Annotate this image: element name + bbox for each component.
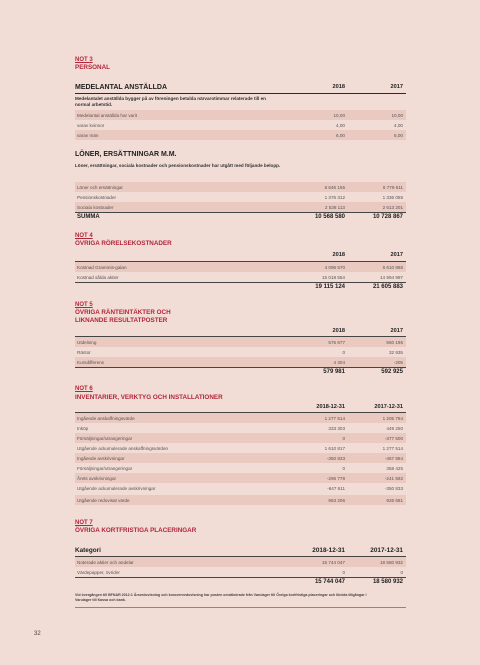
salaries-description: Löner, ersättningar, sociala kostnader och pensionskostnader har utgått med följande belopp. — [75, 163, 281, 168]
note-7-header: Kategori 2018-12-31 2017-12-31 — [75, 547, 403, 554]
note-5-title-line-2: LIKNANDE RESULTATPOSTER — [75, 317, 168, 324]
table-row: Sociala kostnader 2 538 113 2 613 201 — [75, 202, 406, 212]
staff-description: Medelantalet anställda bygger på av föreningen betalda närvarotimmar relaterade till en normal arbetstid. — [75, 96, 266, 107]
staff-section-header — [75, 84, 406, 94]
note-6-number: NOT 6 — [75, 386, 93, 392]
note-5-header: 2018 2017 — [332, 328, 403, 334]
note-4-title: ÖVRIGA RÖRELSEKOSTNADER — [75, 240, 172, 247]
table-row: varav kvinnor 4,00 4,00 — [77, 122, 403, 128]
table-row: Årets avskrivningar -296 778 -241 592 — [75, 473, 406, 483]
table-row: Noterade aktier och andelar 15 744 047 18 580 932 — [75, 557, 406, 567]
table-row: Värdepapper, övrider 0 0 — [77, 569, 403, 575]
table-row: Inköp 333 303 449 250 — [77, 425, 403, 431]
footnote: Vid övergången till BFNAR 2012:1 Årsredovisning och koncernredovisning har posten omräknirade från Varulager till Övriga kortfristiga placeringar och likvida tillgångar i Varulager till Kassa och bank. — [75, 593, 367, 602]
table-row: Pensionskostnader 1 376 312 1 336 055 — [77, 194, 403, 200]
table-row: Försäljningar/utrangeringar 0 -377 500 — [75, 433, 406, 443]
table-row: Utgående ackumulerade avskrivningar -647 611 -350 833 — [77, 485, 403, 491]
table-row: Utgående ackumulerade anskaffningsvärden 1 610 817 1 277 514 — [77, 445, 403, 451]
table-row: Utgående redovisat värde 963 206 926 681 — [75, 495, 406, 505]
table-row: Löner och ersättningar 6 646 155 6 779 611 — [75, 182, 406, 192]
salaries-sum-row: SUMMA 10 568 580 10 728 867 — [77, 213, 403, 220]
note-6-title: INVENTARIER, VERKTYG OCH INSTALLATIONER — [75, 394, 223, 401]
table-row: Ingående avskrivningar -350 833 -467 864 — [75, 453, 406, 463]
table-row: Räntor 0 32 935 — [77, 349, 403, 355]
table-row: Kursdifferens 4 304 -205 — [75, 357, 406, 367]
note-5-title-line-1: ÖVRIGA RÄNTEINTÄKTER OCH — [75, 309, 171, 316]
staff-year-1: 2018 — [332, 84, 345, 90]
note-7-total-row: 15 744 047 18 580 932 — [314, 578, 403, 585]
table-row: Kostnad Grammis-galan 4 096 570 6 610 886 — [75, 262, 406, 272]
staff-heading: MEDELANTAL ANSTÄLLDA — [75, 84, 168, 91]
note-5-total-row: 579 981 592 925 — [323, 368, 403, 375]
note-5-number: NOT 5 — [75, 302, 93, 308]
staff-year-2: 2017 — [390, 84, 403, 90]
divider — [75, 607, 406, 608]
note-3-title: PERSONAL — [75, 64, 110, 71]
table-row: Ingående anskaffningsvärde 1 277 514 1 205 764 — [75, 413, 406, 423]
salaries-heading: LÖNER, ERSÄTTNINGAR M.M. — [75, 151, 177, 158]
table-row: Utdelning 575 677 560 195 — [75, 337, 406, 347]
note-7-title: ÖVRIGA KORTFRISTIGA PLACERINGAR — [75, 527, 197, 534]
note-7-number: NOT 7 — [75, 520, 93, 526]
page-number: 32 — [34, 631, 41, 637]
note-4-total-row: 19 115 124 21 605 883 — [315, 283, 403, 290]
note-4-number: NOT 4 — [75, 233, 93, 239]
note-6-header: 2018-12-31 2017-12-31 — [316, 404, 403, 410]
note-3-number: NOT 3 — [75, 57, 93, 63]
table-row: varav män 6,00 6,00 — [75, 130, 406, 140]
table-row: Kostnad sålda aktier 15 018 554 14 994 997 — [77, 274, 403, 280]
table-row: Medelantal anställda har varit 10,00 10,00 — [75, 110, 406, 120]
note-4-header: 2018 2017 — [332, 252, 403, 258]
table-row: Försäljningar/utrangeringar 0 358 425 — [77, 465, 403, 471]
